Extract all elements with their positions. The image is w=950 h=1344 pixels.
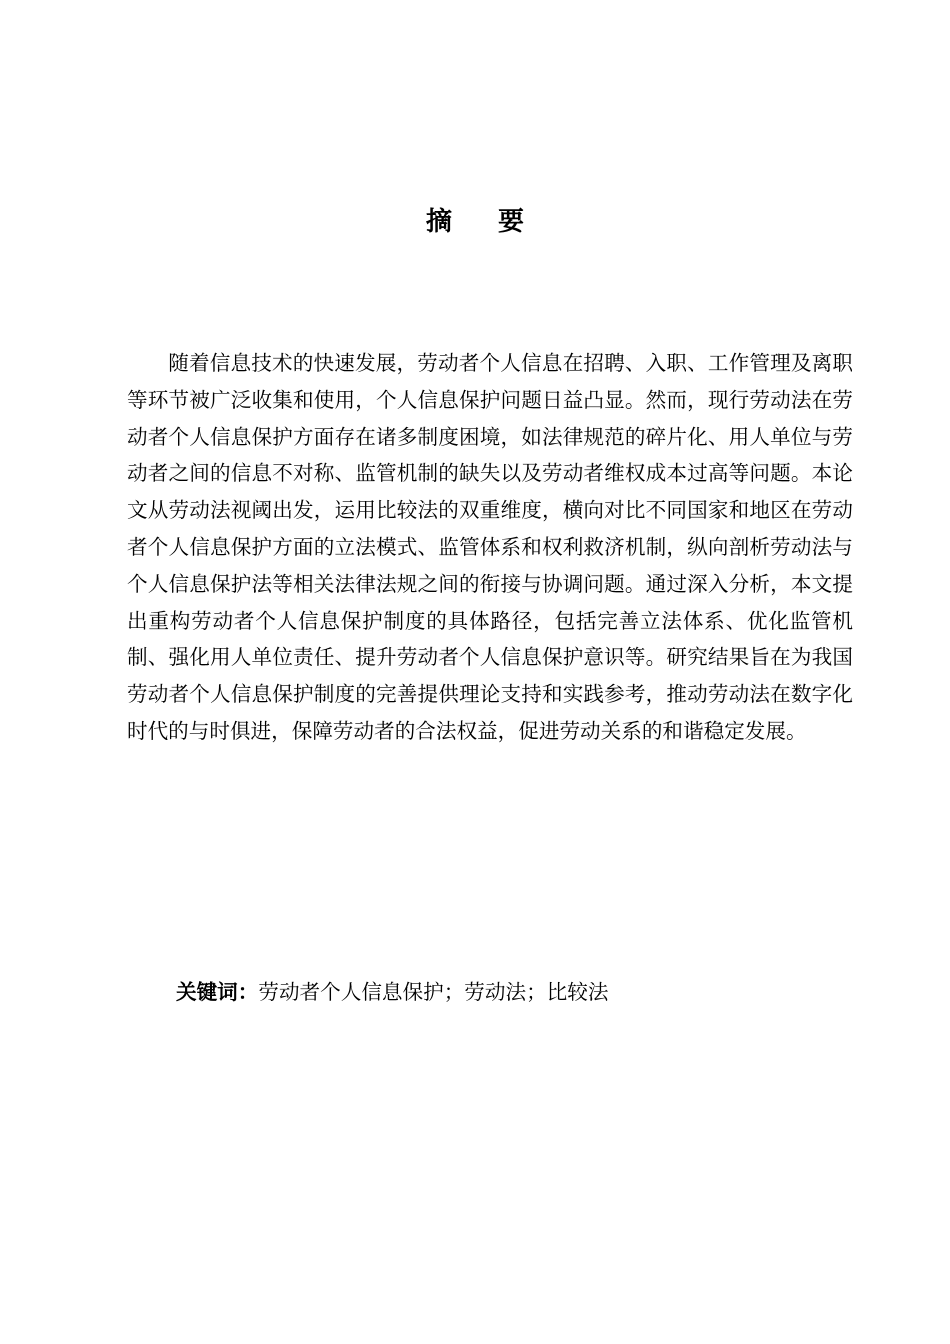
abstract-body: 随着信息技术的快速发展，劳动者个人信息在招聘、入职、工作管理及离职等环节被广泛收集和使用，个人信息保护问题日益凸显。然而，现行劳动法在劳动者个人信息保护方面存在诸多制度困境，如法律规范的碎片化、用人单位与劳动者之间的信息不对称、监管机制的缺失以及劳动者维权成本过高等问题。本论文从劳动法视阈出发，运用比较法的双重维度，横向对比不同国家和地区在劳动者个人信息保护方面的立法模式、监管体系和权利救济机制，纵向剖析劳动法与个人信息保护法等相关法律法规之间的衔接与协调问题。通过深入分析，本文提出重构劳动者个人信息保护制度的具体路径，包括完善立法体系、优化监管机制、强化用人单位责任、提升劳动者个人信息保护意识等。研究结果旨在为我国劳动者个人信息保护制度的完善提供理论支持和实践参考，推动劳动法在数字化时代的与时俱进，保障劳动者的合法权益，促进劳动关系的和谐稳定发展。 bbox=[127, 351, 853, 743]
heading-char-1: 摘 bbox=[425, 207, 452, 237]
keywords-items: 劳动者个人信息保护；劳动法；比较法 bbox=[258, 980, 609, 1004]
abstract-heading bbox=[0, 200, 950, 244]
keywords-line bbox=[176, 974, 852, 1011]
heading-char-2: 要 bbox=[498, 207, 525, 237]
keywords-label: 关键词： bbox=[176, 980, 259, 1004]
